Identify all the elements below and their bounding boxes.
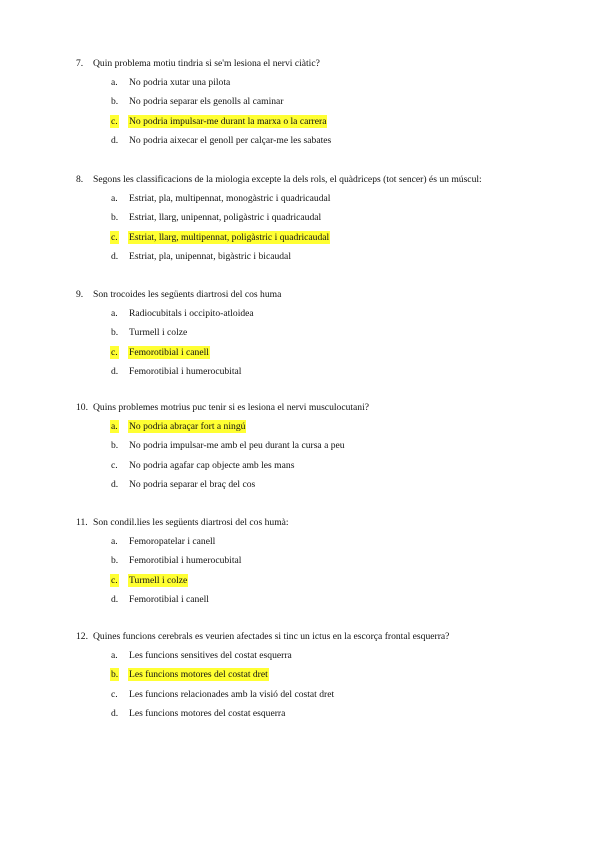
option-letter: d. <box>111 251 119 262</box>
option-text: Estriat, pla, multipennat, monogàstric i quadricaudal <box>129 193 331 204</box>
highlighted-answer-text: No podria abraçar fort a ningú <box>129 421 246 432</box>
option-letter: a. <box>111 308 118 319</box>
option-letter: a. <box>111 536 118 547</box>
question-number: 12. <box>76 631 88 642</box>
question-text: Quin problema motiu tindria si se'm lesiona el nervi ciàtic? <box>93 58 320 69</box>
option-letter: c. <box>111 689 118 700</box>
option-text: Femoropatelar i canell <box>129 536 216 547</box>
option-text: Les funcions sensitives del costat esquerra <box>129 650 292 661</box>
option-letter: c. <box>111 575 118 586</box>
option-letter: b. <box>111 440 119 451</box>
option-letter: d. <box>111 708 119 719</box>
option-letter: a. <box>111 193 118 204</box>
option-text: No podria impulsar-me amb el peu durant la cursa a peu <box>129 440 345 451</box>
option-text: Femorotibial i humerocubital <box>129 366 242 377</box>
question-text: Segons les classificacions de la miologia excepte la dels rols, el quàdriceps (tot sencer) és un múscul: <box>93 174 482 185</box>
question-number: 10. <box>76 402 88 413</box>
highlighted-answer-text: Les funcions motores del costat dret <box>129 669 268 680</box>
option-text: Femorotibial i canell <box>129 594 209 605</box>
option-text: No podria separar el braç del cos <box>129 479 256 490</box>
question-text: Quins problemes motrius puc tenir si es lesiona el nervi musculocutani? <box>93 402 370 413</box>
option-letter: d. <box>111 594 119 605</box>
option-letter: d. <box>111 479 119 490</box>
option-text: Estriat, llarg, unipennat, poligàstric i quadricaudal <box>129 212 322 223</box>
option-text: No podria aixecar el genoll per calçar-me les sabates <box>129 135 332 146</box>
question-number: 7. <box>76 58 84 69</box>
option-text: Femorotibial i humerocubital <box>129 555 242 566</box>
option-letter: c. <box>111 347 118 358</box>
option-letter: a. <box>111 421 118 432</box>
option-letter: a. <box>111 77 118 88</box>
option-text: No podria xutar una pilota <box>129 77 231 88</box>
option-text: Les funcions motores del costat esquerra <box>129 708 286 719</box>
question-text: Son condil.lies les següents diartrosi del cos humà: <box>93 517 289 528</box>
option-letter: c. <box>111 232 118 243</box>
option-text: Turmell i colze <box>129 327 188 338</box>
highlighted-answer-text: Turmell i colze <box>129 575 188 586</box>
question-number: 11. <box>76 517 88 528</box>
option-letter: b. <box>111 212 119 223</box>
question-number: 9. <box>76 289 84 300</box>
highlighted-answer-text: Femorotibial i canell <box>129 347 209 358</box>
option-letter: b. <box>111 555 119 566</box>
option-text: Les funcions relacionades amb la visió del costat dret <box>129 689 335 700</box>
option-text: Radiocubitals i occipito-atloidea <box>129 308 254 319</box>
option-text: Estriat, pla, unipennat, bigàstric i bicaudal <box>129 251 291 262</box>
option-letter: b. <box>111 96 119 107</box>
option-letter: c. <box>111 460 118 471</box>
option-letter: b. <box>111 669 119 680</box>
option-letter: d. <box>111 135 119 146</box>
highlighted-answer-text: No podria impulsar-me durant la marxa o la carrera <box>129 116 327 127</box>
highlighted-answer-text: Estriat, llarg, multipennat, poligàstric i quadricaudal <box>129 232 330 243</box>
option-text: No podria separar els genolls al caminar <box>129 96 284 107</box>
option-letter: d. <box>111 366 119 377</box>
option-letter: b. <box>111 327 119 338</box>
option-letter: c. <box>111 116 118 127</box>
question-text: Quines funcions cerebrals es veurien afectades si tinc un ictus en la escorça frontal esquerra? <box>93 631 450 642</box>
question-text: Son trocoides les següents diartrosi del cos huma <box>93 289 282 300</box>
option-letter: a. <box>111 650 118 661</box>
option-text: No podria agafar cap objecte amb les mans <box>129 460 295 471</box>
question-number: 8. <box>76 174 84 185</box>
